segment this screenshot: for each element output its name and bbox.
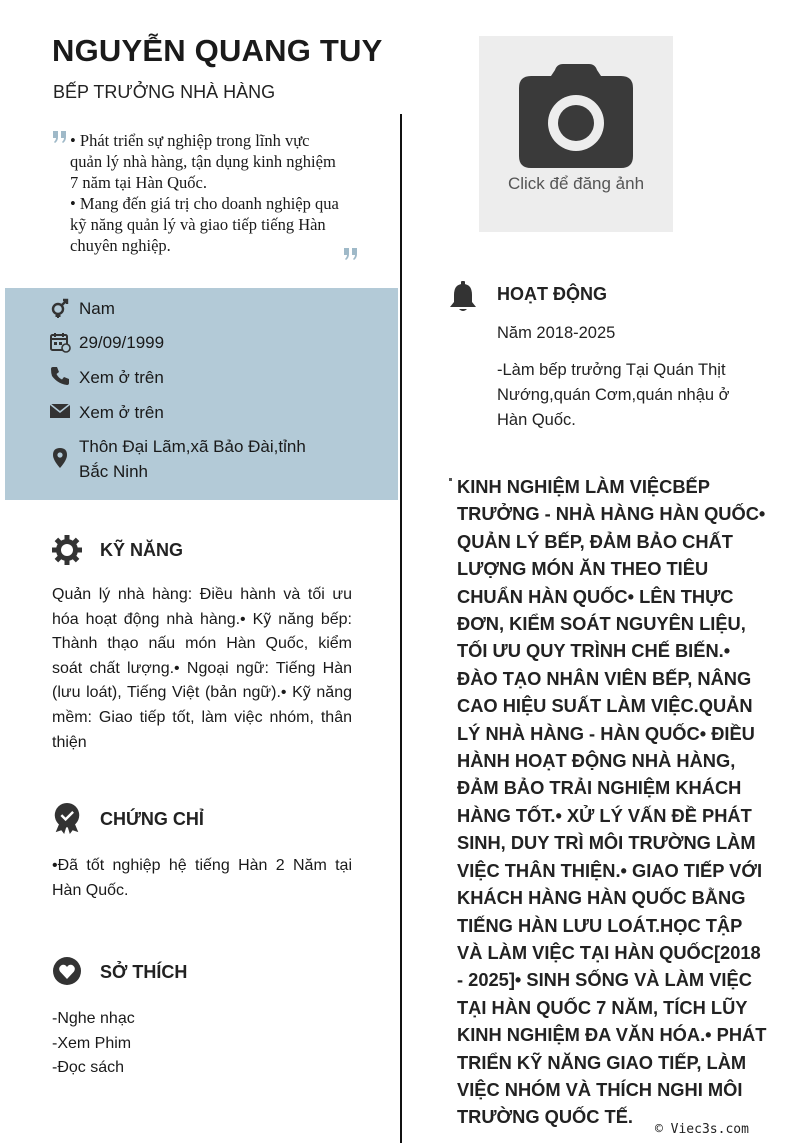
location-icon [49, 447, 71, 469]
photo-label: Click để đăng ảnh [507, 174, 645, 193]
certificates-title: CHỨNG CHỈ [100, 809, 204, 829]
phone-value: Xem ở trên [79, 368, 164, 387]
skills-text: Quản lý nhà hàng: Điều hành và tối ưu hóa hoạt động nhà hàng.• Kỹ năng bếp: Thành thạo nấu món Hàn Quốc, kiểm soát chất lượng.• Ngoại ngữ: Tiếng Hàn (lưu loát), Tiếng Việt (bản ngữ).• Kỹ năng mềm: Giao tiếp tốt, làm việc nhóm, thân thiện [52, 586, 352, 751]
activities-title: HOẠT ĐỘNG [497, 284, 607, 304]
candidate-name: NGUYỄN QUANG TUY [52, 33, 383, 68]
award-icon [52, 802, 82, 834]
calendar-icon [49, 331, 71, 353]
heart-icon [52, 956, 82, 988]
activities-period: Năm 2018-2025 [497, 324, 616, 342]
job-title: BẾP TRƯỞNG NHÀ HÀNG [53, 82, 276, 102]
gender-icon [49, 296, 71, 318]
hobby-item: -Đọc sách [52, 1059, 125, 1076]
personal-info [5, 288, 398, 500]
gear-icon [52, 534, 82, 566]
open-quote-icon [52, 131, 68, 143]
address-value: Thôn Đại Lãm,xã Bảo Đài,tỉnh Bắc Ninh [79, 437, 306, 481]
gender-value: Nam [79, 299, 115, 318]
bell-icon [449, 281, 477, 313]
certificates-text: •Đã tốt nghiệp hệ tiếng Hàn 2 Năm tại Hàn Quốc. [52, 857, 352, 899]
hobbies-list [52, 1007, 135, 1081]
experience-text: KINH NGHIỆM LÀM VIỆCBẾP TRƯỞNG - NHÀ HÀNG HÀN QUỐC• QUẢN LÝ BẾP, ĐẢM BẢO CHẤT LƯỢNG MÓN ĂN THEO TIÊU CHUẨN HÀN QUỐC• LÊN THỰC ĐƠN, KIỂM SOÁT NGUYÊN LIỆU, TỐI ƯU QUY TRÌNH CHẾ BIẾN.• ĐÀO TẠO NHÂN VIÊN BẾP, NÂNG CAO HIỆU SUẤT LÀM VIỆC.QUẢN LÝ NHÀ HÀNG - HÀN QUỐC• ĐIỀU HÀNH HOẠT ĐỘNG NHÀ HÀNG, ĐẢM BẢO TRẢI NGHIỆM KHÁCH HÀNG TỐT.• XỬ LÝ VẤN ĐỀ PHÁT SINH, DUY TRÌ MÔI TRƯỜNG LÀM VIỆC THÂN THIỆN.• GIAO TIẾP VỚI KHÁCH HÀNG HÀN QUỐC BẰNG TIẾNG HÀN LƯU LOÁT.HỌC TẬP VÀ LÀM VIỆC TẠI HÀN QUỐC[2018 - 2025]• SINH SỐNG VÀ LÀM VIỆC TẠI HÀN QUỐC 7 NĂM, TÍCH LŨY KINH NGHIỆM ĐA VĂN HÓA.• PHÁT TRIỂN KỸ NĂNG GIAO TIẾP, LÀM VIỆC NHÓM VÀ THÍCH NGHI MÔI TRƯỜNG QUỐC TẾ. [457, 476, 767, 1128]
birthday-value: 29/09/1999 [79, 333, 165, 352]
experience-marker [449, 478, 452, 481]
phone-icon [49, 365, 71, 387]
watermark: © Viec3s.com [655, 1122, 749, 1137]
hobby-item: -Nghe nhạc [52, 1010, 135, 1027]
camera-icon [517, 64, 635, 168]
email-value: Xem ở trên [79, 403, 164, 422]
email-icon [49, 400, 71, 422]
career-objective [70, 130, 345, 256]
photo-upload[interactable] [479, 36, 673, 232]
objective-line-1: • Phát triển sự nghiệp trong lĩnh vực quản lý nhà hàng, tận dụng kinh nghiệm 7 năm tại Hàn Quốc. [70, 131, 336, 192]
hobby-item: -Xem Phim [52, 1034, 132, 1052]
close-quote-icon [343, 248, 359, 260]
activities-description: -Làm bếp trưởng Tại Quán Thịt Nướng,quán Cơm,quán nhậu ở Hàn Quốc. [497, 361, 730, 429]
column-divider [400, 114, 402, 1143]
hobbies-title: SỞ THÍCH [100, 962, 188, 982]
skills-title: KỸ NĂNG [100, 540, 184, 560]
objective-line-2: • Mang đến giá trị cho doanh nghiệp qua kỹ năng quản lý và giao tiếp tiếng Hàn chuyên nghiệp. [70, 194, 339, 255]
